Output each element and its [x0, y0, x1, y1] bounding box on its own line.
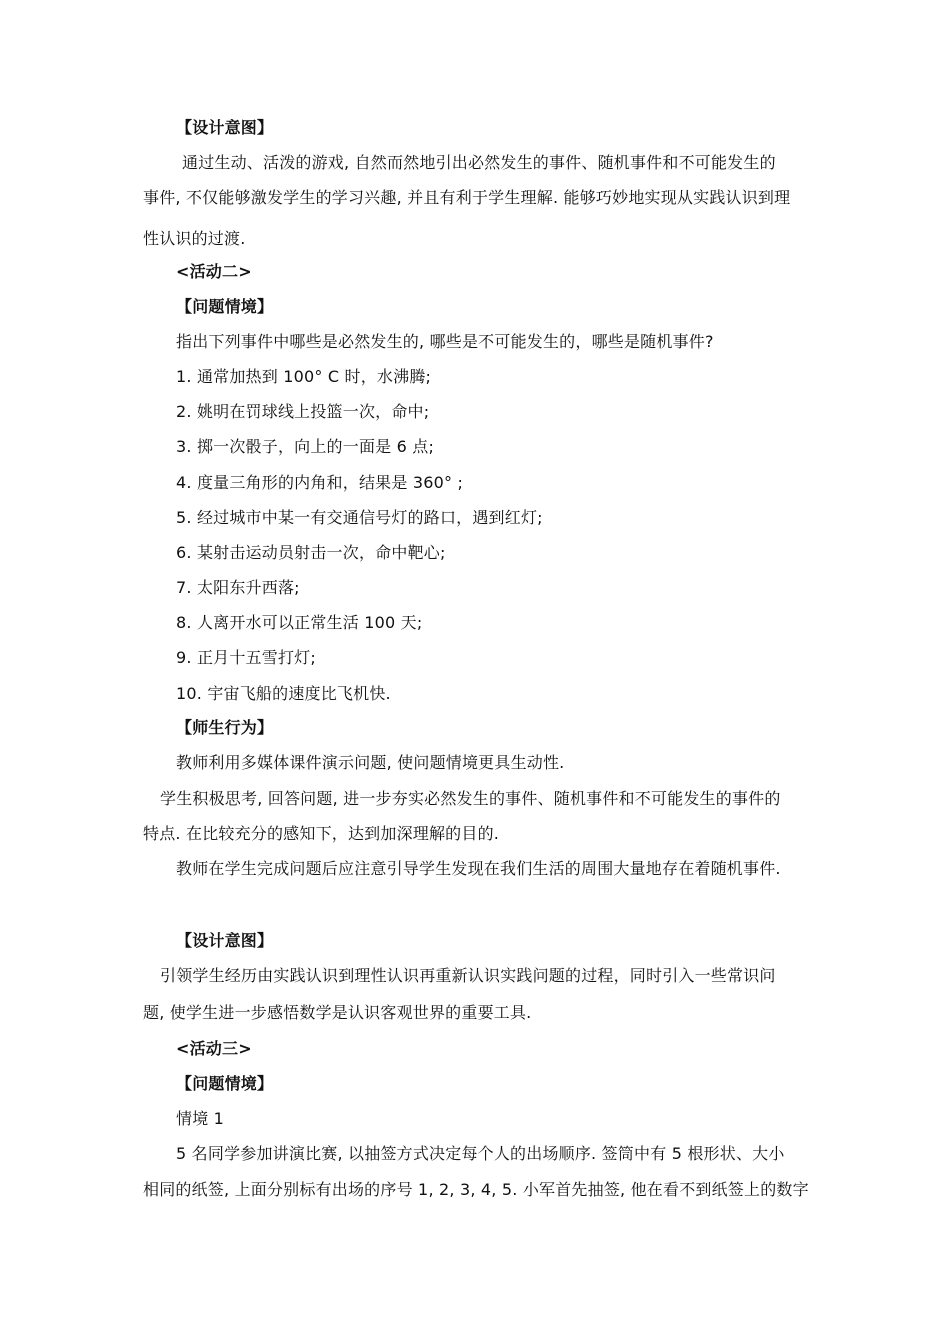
event-item-7: 7. 太阳东升西落;	[176, 578, 300, 597]
activity-3-title: <活动三>	[176, 1039, 252, 1058]
scenario-1-title: 情境 1	[176, 1109, 225, 1128]
scenario-1-line-2: 相同的纸签, 上面分别标有出场的序号 1, 2, 3, 4, 5. 小军首先抽签, 他在看不到纸签上的数字	[143, 1180, 809, 1199]
activity-2-problem-heading: 【问题情境】	[176, 297, 274, 316]
design-intent-1-line-1: 通过生动、活泼的游戏, 自然而然地引出必然发生的事件、随机事件和不可能发生的	[182, 153, 776, 172]
event-item-2: 2. 姚明在罚球线上投篮一次，命中;	[176, 402, 430, 421]
design-intent-heading-1: 【设计意图】	[176, 118, 274, 137]
design-intent-2-line-1: 引领学生经历由实践认识到理性认识再重新认识实践问题的过程，同时引入一些常识问	[160, 966, 776, 985]
event-item-4: 4. 度量三角形的内角和，结果是 360° ;	[176, 473, 464, 492]
design-intent-1-line-3: 性认识的过渡.	[143, 229, 246, 248]
teacher-student-behavior-heading: 【师生行为】	[176, 718, 274, 737]
event-item-8: 8. 人离开水可以正常生活 100 天;	[176, 613, 423, 632]
event-item-10: 10. 宇宙飞船的速度比飞机快.	[176, 684, 391, 703]
behavior-line-2: 学生积极思考, 回答问题, 进一步夯实必然发生的事件、随机事件和不可能发生的事件的	[160, 789, 781, 808]
activity-2-title: <活动二>	[176, 262, 252, 281]
activity-3-problem-heading: 【问题情境】	[176, 1074, 274, 1093]
activity-2-prompt: 指出下列事件中哪些是必然发生的, 哪些是不可能发生的，哪些是随机事件?	[176, 332, 714, 351]
design-intent-1-line-2: 事件, 不仅能够激发学生的学习兴趣, 并且有利于学生理解. 能够巧妙地实现从实践认识到理	[143, 188, 791, 207]
design-intent-2-line-2: 题, 使学生进一步感悟数学是认识客观世界的重要工具.	[143, 1003, 532, 1022]
design-intent-heading-2: 【设计意图】	[176, 931, 274, 950]
event-item-5: 5. 经过城市中某一有交通信号灯的路口，遇到红灯;	[176, 508, 543, 527]
behavior-line-3: 特点. 在比较充分的感知下，达到加深理解的目的.	[143, 824, 500, 843]
event-item-9: 9. 正月十五雪打灯;	[176, 648, 316, 667]
event-item-6: 6. 某射击运动员射击一次，命中靶心;	[176, 543, 446, 562]
behavior-line-1: 教师利用多媒体课件演示问题, 使问题情境更具生动性.	[176, 753, 565, 772]
scenario-1-line-1: 5 名同学参加讲演比赛, 以抽签方式决定每个人的出场顺序. 签筒中有 5 根形状、大小	[176, 1144, 785, 1163]
event-item-3: 3. 掷一次骰子，向上的一面是 6 点;	[176, 437, 435, 456]
behavior-line-4: 教师在学生完成问题后应注意引导学生发现在我们生活的周围大量地存在着随机事件.	[176, 859, 781, 878]
event-item-1: 1. 通常加热到 100° C 时，水沸腾;	[176, 367, 432, 386]
